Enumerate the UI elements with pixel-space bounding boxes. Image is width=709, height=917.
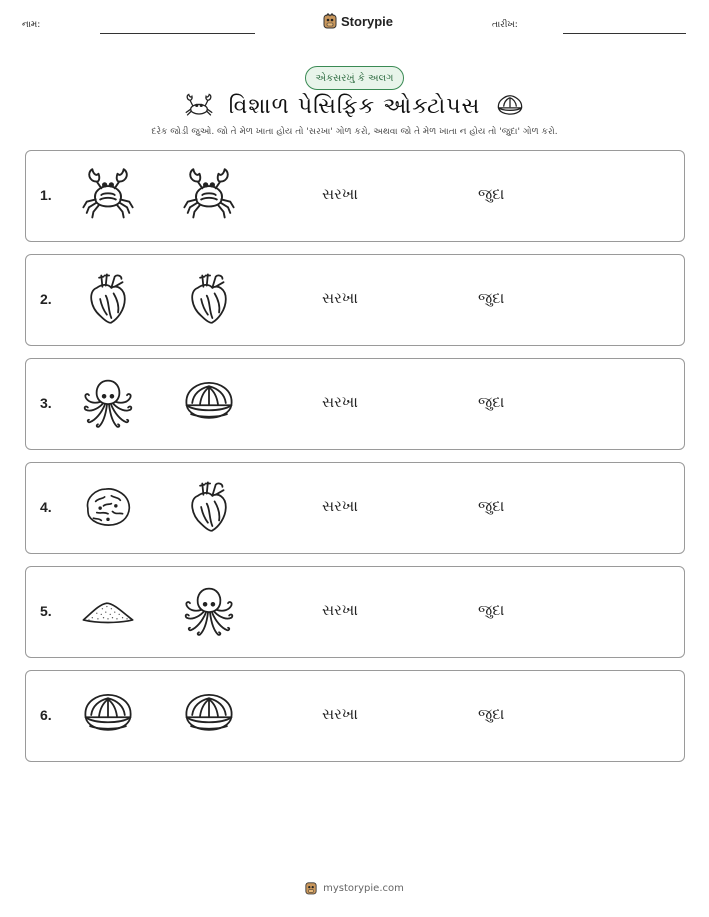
clam-icon [181,375,237,431]
storypie-logo-icon [305,881,317,895]
different-option[interactable]: જુદા [478,393,505,411]
name-line[interactable] [100,33,255,34]
clam-icon [494,92,526,120]
row-number: 6. [40,707,52,723]
same-option[interactable]: સરખા [322,705,358,723]
crab-icon [80,167,136,223]
different-option[interactable]: જુદા [478,601,505,619]
different-option[interactable]: જુદા [478,497,505,515]
same-option[interactable]: સરખા [322,289,358,307]
pair-row-1 [25,150,685,242]
brand [323,13,393,29]
octopus-icon [181,583,237,639]
same-option[interactable]: સરખા [322,601,358,619]
footer-url[interactable]: mystorypie.com [323,882,404,894]
sand-pile-icon [80,583,136,639]
clam-icon [181,687,237,743]
title-row [0,88,709,124]
pair-row-5 [25,566,685,658]
name-label: નામ: [22,20,41,30]
date-line[interactable] [563,33,686,34]
heart-icon [80,271,136,327]
row-number: 4. [40,499,52,515]
row-number: 3. [40,395,52,411]
row-number: 2. [40,291,52,307]
different-option[interactable]: જુદા [478,185,505,203]
different-option[interactable]: જુદા [478,705,505,723]
clam-icon [80,687,136,743]
activity-badge: એકસરખું કે અલગ [305,66,404,90]
pair-row-6 [25,670,685,762]
footer [0,881,709,895]
crab-icon [183,92,215,120]
brand-name: Storypie [341,13,394,29]
heart-icon [181,479,237,535]
crab-icon [181,167,237,223]
pair-row-2 [25,254,685,346]
heart-icon [181,271,237,327]
instructions: દરેક જોડી જુઓ. જો તે મેળ ખાતા હોય તો 'સરખા' ગોળ કરો, અથવા જો તે મેળ ખાતા ન હોય તો 'જુદા' ગોળ કરો. [151,127,558,137]
pair-row-3 [25,358,685,450]
row-number: 1. [40,187,52,203]
pair-row-4 [25,462,685,554]
different-option[interactable]: જુદા [478,289,505,307]
page-title: વિશાળ પેસિફિક ઓક્ટોપસ [228,93,481,119]
same-option[interactable]: સરખા [322,393,358,411]
storypie-logo-icon [323,13,337,29]
same-option[interactable]: સરખા [322,497,358,515]
same-option[interactable]: સરખા [322,185,358,203]
date-label: તારીખ: [492,20,518,30]
octopus-icon [80,375,136,431]
rock-icon [80,479,136,535]
row-number: 5. [40,603,52,619]
